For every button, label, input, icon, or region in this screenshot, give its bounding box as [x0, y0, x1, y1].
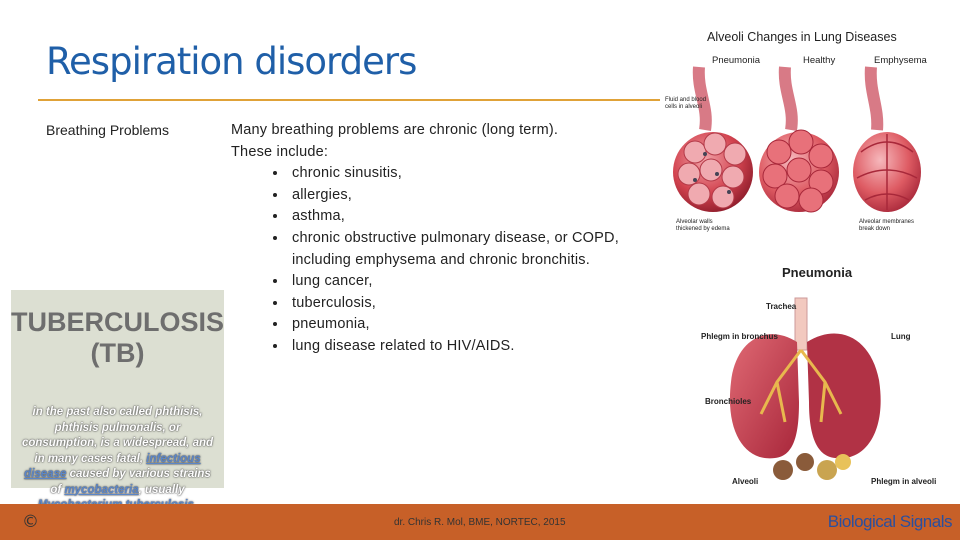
lung-label: Lung: [891, 332, 911, 341]
tb-card-text: [21, 405, 214, 514]
emphysema-alveoli-cluster: [853, 132, 921, 212]
pneumonia-heading: Pneumonia: [782, 265, 853, 280]
list-item: • lung disease related to HIV/AIDS.: [288, 336, 671, 358]
list-item: • tuberculosis,: [288, 293, 671, 315]
list-item: • chronic sinusitis,: [288, 163, 671, 185]
title-divider: [38, 99, 660, 101]
footer-brand: Biological Signals: [827, 512, 952, 531]
lung-diseases-illustration: [665, 22, 960, 492]
healthy-alveoli-cluster: [759, 130, 839, 212]
phlegm-alveoli-label: Phlegm in alveoli: [871, 477, 937, 486]
bronchioles-label: Bronchioles: [705, 397, 752, 406]
pneumonia-column-label: Pneumonia: [712, 55, 761, 66]
tb-title-line-1: TUBERCULOSIS: [11, 307, 225, 337]
list-item: • asthma,: [288, 206, 671, 228]
tb-text-a: in the past also called phthisis, phthisis pulmonalis, or consumption, is a widespread, and in many cases fatal,: [21, 406, 214, 465]
alveoli-label: Alveoli: [732, 477, 759, 486]
list-item: • lung cancer,: [288, 271, 671, 293]
trachea-label: Trachea: [766, 302, 797, 311]
footer-bar: [0, 504, 960, 540]
tb-title-line-2: (TB): [90, 338, 145, 368]
tb-text-b: caused by various strains of: [50, 468, 211, 496]
slide-title: Respiration disorders: [46, 40, 417, 83]
membranes-note: Alveolar membranes break down: [859, 219, 915, 232]
healthy-airway: [785, 67, 792, 130]
intro-line-1: Many breathing problems are chronic (long term).: [231, 122, 559, 138]
tb-text-c: , usually: [138, 483, 185, 496]
mycobacteria-link[interactable]: mycobacteria: [64, 483, 139, 496]
phlegm-bronchus-label: Phlegm in bronchus: [701, 332, 778, 341]
tuberculosis-card: [11, 290, 225, 496]
list-item: • allergies,: [288, 185, 671, 207]
intro-line-2: These include:: [231, 143, 329, 160]
list-item: • chronic obstructive pulmonary disease, or COPD, including emphysema and chronic bronchitis.: [288, 228, 671, 271]
emphysema-airway: [871, 67, 878, 130]
healthy-column-label: Healthy: [803, 55, 836, 66]
tb-card-title: [11, 307, 224, 369]
footer-credit: dr. Chris R. Mol, BME, NORTEC, 2015: [394, 517, 566, 528]
pneumonia-lungs-drawing: [730, 298, 881, 480]
section-label: Breathing Problems: [46, 122, 169, 138]
list-item: • pneumonia,: [288, 314, 671, 336]
emphysema-column-label: Emphysema: [874, 55, 927, 66]
infectious-disease-link[interactable]: infectious disease: [24, 452, 201, 480]
copyright-icon: ©: [22, 512, 39, 532]
body-text: [231, 120, 671, 358]
pneumonia-alveoli-cluster: [673, 132, 753, 212]
fluid-note: Fluid and blood cells in alveoli: [665, 97, 707, 110]
lung-illustration-graphic: [665, 22, 960, 492]
disorder-list: [231, 163, 671, 357]
alveoli-title: Alveoli Changes in Lung Diseases: [707, 30, 897, 44]
walls-note: Alveolar walls thickened by edema: [676, 219, 730, 232]
